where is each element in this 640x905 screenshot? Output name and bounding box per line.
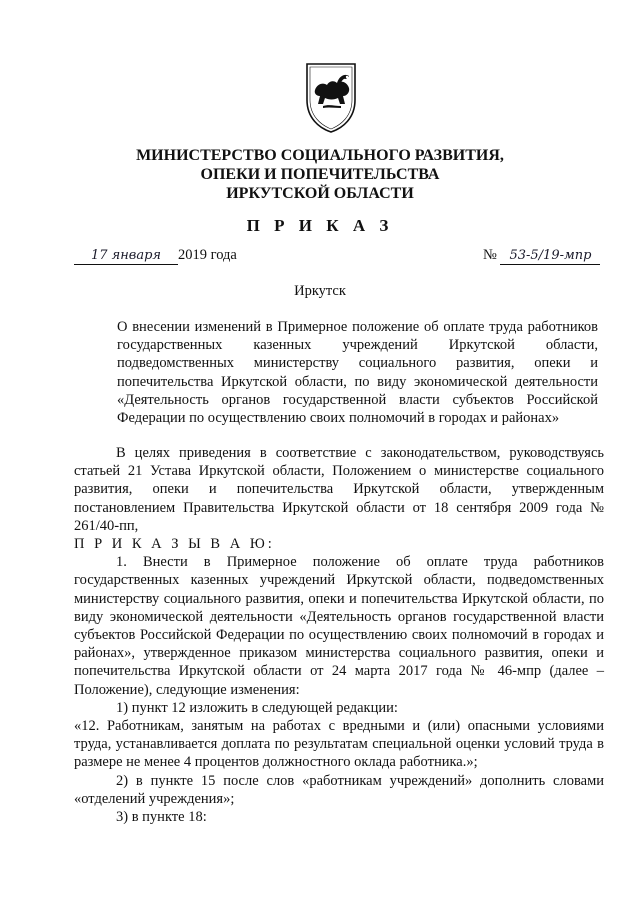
document-type: П Р И К А З xyxy=(246,216,394,235)
ministry-name-line-2: ОПЕКИ И ПОПЕЧИТЕЛЬСТВА xyxy=(200,166,440,183)
preamble-paragraph: В целях приведения в соответствие с законодательством, руководствуясь статьей 21 Устава Иркутской области, Положением о министерстве социального развития, опеки и попечительства Иркутской области, утвержденным постановлением Правительства Иркутской области от 18 сентября 2009 года № 261/40-пп, xyxy=(74,445,604,534)
subitem-2: 2) в пункте 15 после слов «работникам учреждений» дополнить словами «отделений учреждения»; xyxy=(74,772,604,807)
number-sign: № xyxy=(483,247,497,263)
order-body xyxy=(74,444,604,826)
quote-point-12: «12. Работникам, занятым на работах с вредными и (или) опасными условиями труда, устанавливается доплата по результатам специальной оценки условий труда в размере не менее 4 процентов должностного оклада работника.»; xyxy=(74,718,604,771)
document-number xyxy=(483,247,600,265)
order-subject: О внесении изменений в Примерное положение об оплате труда работников государственных казенных учреждений Иркутской области, подведомственных министерству социального развития, опеки и попечительства Иркутской области, по виду экономической деятельности «Деятельность органов государственной власти субъектов Российской Федерации по осуществлению своих полномочий в городах и районах» xyxy=(117,319,598,427)
subitem-3: 3) в пункте 18: xyxy=(116,809,207,826)
city: Иркутск xyxy=(294,283,346,299)
coat-of-arms-icon xyxy=(303,60,359,134)
subitem-1: 1) пункт 12 изложить в следующей редакции: xyxy=(116,699,398,716)
prikazyvayu-heading: П Р И К А З Ы В А Ю: xyxy=(74,536,275,553)
item-1-paragraph: 1. Внести в Примерное положение об оплате труда работников государственных казенных учреждений Иркутской области, подведомственных министерству социального развития, опеки и попечительства Иркутской области, по виду экономической деятельности «Деятельность органов государственной власти субъектов Российской Федерации по осуществлению своих полномочий в городах и районах», утвержденное приказом министерства социального развития, опеки и попечительства Иркутской области от 24 марта 2017 года № 46-мпр (далее – Положение), следующие изменения: xyxy=(74,554,604,698)
ministry-name-line-3: ИРКУТСКОЙ ОБЛАСТИ xyxy=(226,185,414,202)
date-handwritten: 17 января xyxy=(74,248,178,265)
date-year: 2019 года xyxy=(178,247,237,263)
number-handwritten: 53-5/19-мпр xyxy=(500,248,600,265)
ministry-name-line-1: МИНИСТЕРСТВО СОЦИАЛЬНОГО РАЗВИТИЯ, xyxy=(136,147,504,164)
document-date xyxy=(74,247,237,265)
ministry-name xyxy=(0,146,640,203)
